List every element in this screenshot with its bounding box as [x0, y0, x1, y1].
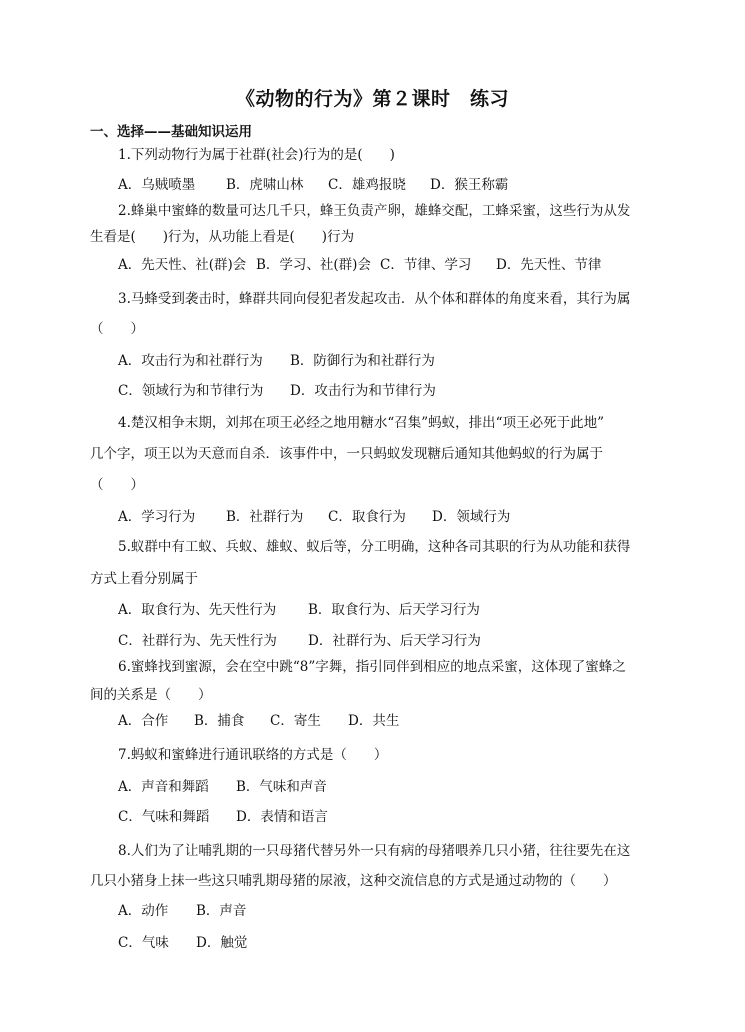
question-5-options-row-1 — [118, 601, 480, 619]
question-7-line-1: 7.蚂蚁和蜜蜂进行通讯联络的方式是（ ） — [118, 747, 388, 763]
question-3-options-row-2 — [118, 382, 436, 400]
question-4-line-1: 4.楚汉相争末期，刘邦在项王必经之地用糖水“召集”蚂蚁，排出“项王必死于此地” — [118, 415, 604, 431]
q3-option-d[interactable]: D．攻击行为和节律行为 — [290, 383, 436, 399]
q2-option-d[interactable]: D．先天性、节律 — [496, 257, 602, 273]
question-2-line-1: 2.蜂巢中蜜蜂的数量可达几千只，蜂王负责产卵，雄蜂交配，工蜂采蜜，这些行为从发 — [118, 203, 631, 219]
q7-option-d[interactable]: D．表情和语言 — [236, 809, 328, 825]
q1-option-d[interactable]: D．猴王称霸 — [430, 177, 509, 193]
q1-option-c[interactable]: C．雄鸡报晓 — [328, 177, 406, 193]
q6-option-b[interactable]: B．捕食 — [194, 713, 245, 729]
question-5-line-1: 5.蚁群中有工蚁、兵蚁、雄蚁、蚁后等，分工明确，这种各司其职的行为从功能和获得 — [118, 539, 631, 555]
question-3-line-2: （ ） — [90, 321, 144, 337]
question-4-options — [118, 508, 510, 526]
q2-option-c[interactable]: C．节律、学习 — [380, 257, 472, 273]
q6-option-a[interactable]: A．合作 — [118, 713, 169, 729]
question-1-options — [118, 176, 508, 194]
section-heading: 一、选择——基础知识运用 — [90, 124, 252, 140]
q1-option-a[interactable]: A．乌贼喷墨 — [118, 177, 196, 193]
page-title: 《动物的行为》第２课时 练习 — [235, 88, 509, 110]
q3-option-b[interactable]: B．防御行为和社群行为 — [290, 353, 435, 369]
q6-option-d[interactable]: D．共生 — [348, 713, 400, 729]
q4-option-d[interactable]: D．领域行为 — [432, 509, 511, 525]
question-8-line-2: 几只小猪身上抹一些这只哺乳期母猪的尿液，这种交流信息的方式是通过动物的（ ） — [90, 873, 617, 889]
question-5-line-2: 方式上看分别属于 — [90, 571, 198, 587]
q7-option-c[interactable]: C．气味和舞蹈 — [118, 809, 210, 825]
question-2-options — [118, 256, 601, 274]
q4-option-c[interactable]: C．取食行为 — [328, 509, 406, 525]
q7-option-a[interactable]: A．声音和舞蹈 — [118, 779, 209, 795]
q4-option-b[interactable]: B．社群行为 — [226, 509, 304, 525]
question-6-line-2: 间的关系是（ ） — [90, 687, 212, 703]
question-4-line-3: （ ） — [90, 477, 144, 493]
q8-option-d[interactable]: D．触觉 — [196, 935, 248, 951]
q5-option-d[interactable]: D．社群行为、后天学习行为 — [308, 633, 481, 649]
q4-option-a[interactable]: A．学习行为 — [118, 509, 196, 525]
question-3-line-1: 3.马蜂受到袭击时，蜂群共同向侵犯者发起攻击．从个体和群体的角度来看，其行为属 — [118, 291, 631, 307]
question-8-options-row-1 — [118, 902, 246, 920]
question-7-options-row-2 — [118, 808, 328, 826]
q1-option-b[interactable]: B．虎啸山林 — [226, 177, 304, 193]
question-8-options-row-2 — [118, 934, 247, 952]
q3-option-c[interactable]: C．领域行为和节律行为 — [118, 383, 264, 399]
q2-option-a[interactable]: A．先天性、社(群)会 — [118, 257, 247, 273]
q3-option-a[interactable]: A．攻击行为和社群行为 — [118, 353, 263, 369]
q2-option-b[interactable]: B．学习、社(群)会 — [256, 257, 371, 273]
question-6-options — [118, 712, 399, 730]
question-1-line-1: 1.下列动物行为属于社群(社会)行为的是( ) — [118, 147, 395, 163]
q5-option-c[interactable]: C．社群行为、先天性行为 — [118, 633, 277, 649]
q6-option-c[interactable]: C．寄生 — [270, 713, 321, 729]
question-6-line-1: 6.蜜蜂找到蜜源，会在空中跳“8”字舞，指引同伴到相应的地点采蜜，这体现了蜜蜂之 — [118, 659, 626, 675]
question-3-options-row-1 — [118, 352, 435, 370]
question-5-options-row-2 — [118, 632, 481, 650]
q8-option-c[interactable]: C．气味 — [118, 935, 169, 951]
q7-option-b[interactable]: B．气味和声音 — [236, 779, 327, 795]
question-7-options-row-1 — [118, 778, 327, 796]
question-2-line-2: 生看是( )行为，从功能上看是( )行为 — [90, 229, 355, 245]
question-4-line-2: 几个字，项王以为天意而自杀．该事件中，一只蚂蚁发现糖后通知其他蚂蚁的行为属于 — [90, 446, 603, 462]
q8-option-a[interactable]: A．动作 — [118, 903, 169, 919]
q5-option-a[interactable]: A．取食行为、先天性行为 — [118, 602, 277, 618]
q5-option-b[interactable]: B．取食行为、后天学习行为 — [308, 602, 480, 618]
q8-option-b[interactable]: B．声音 — [196, 903, 247, 919]
question-8-line-1: 8.人们为了让哺乳期的一只母猪代替另外一只有病的母猪喂养几只小猪，往往要先在这 — [118, 843, 631, 859]
